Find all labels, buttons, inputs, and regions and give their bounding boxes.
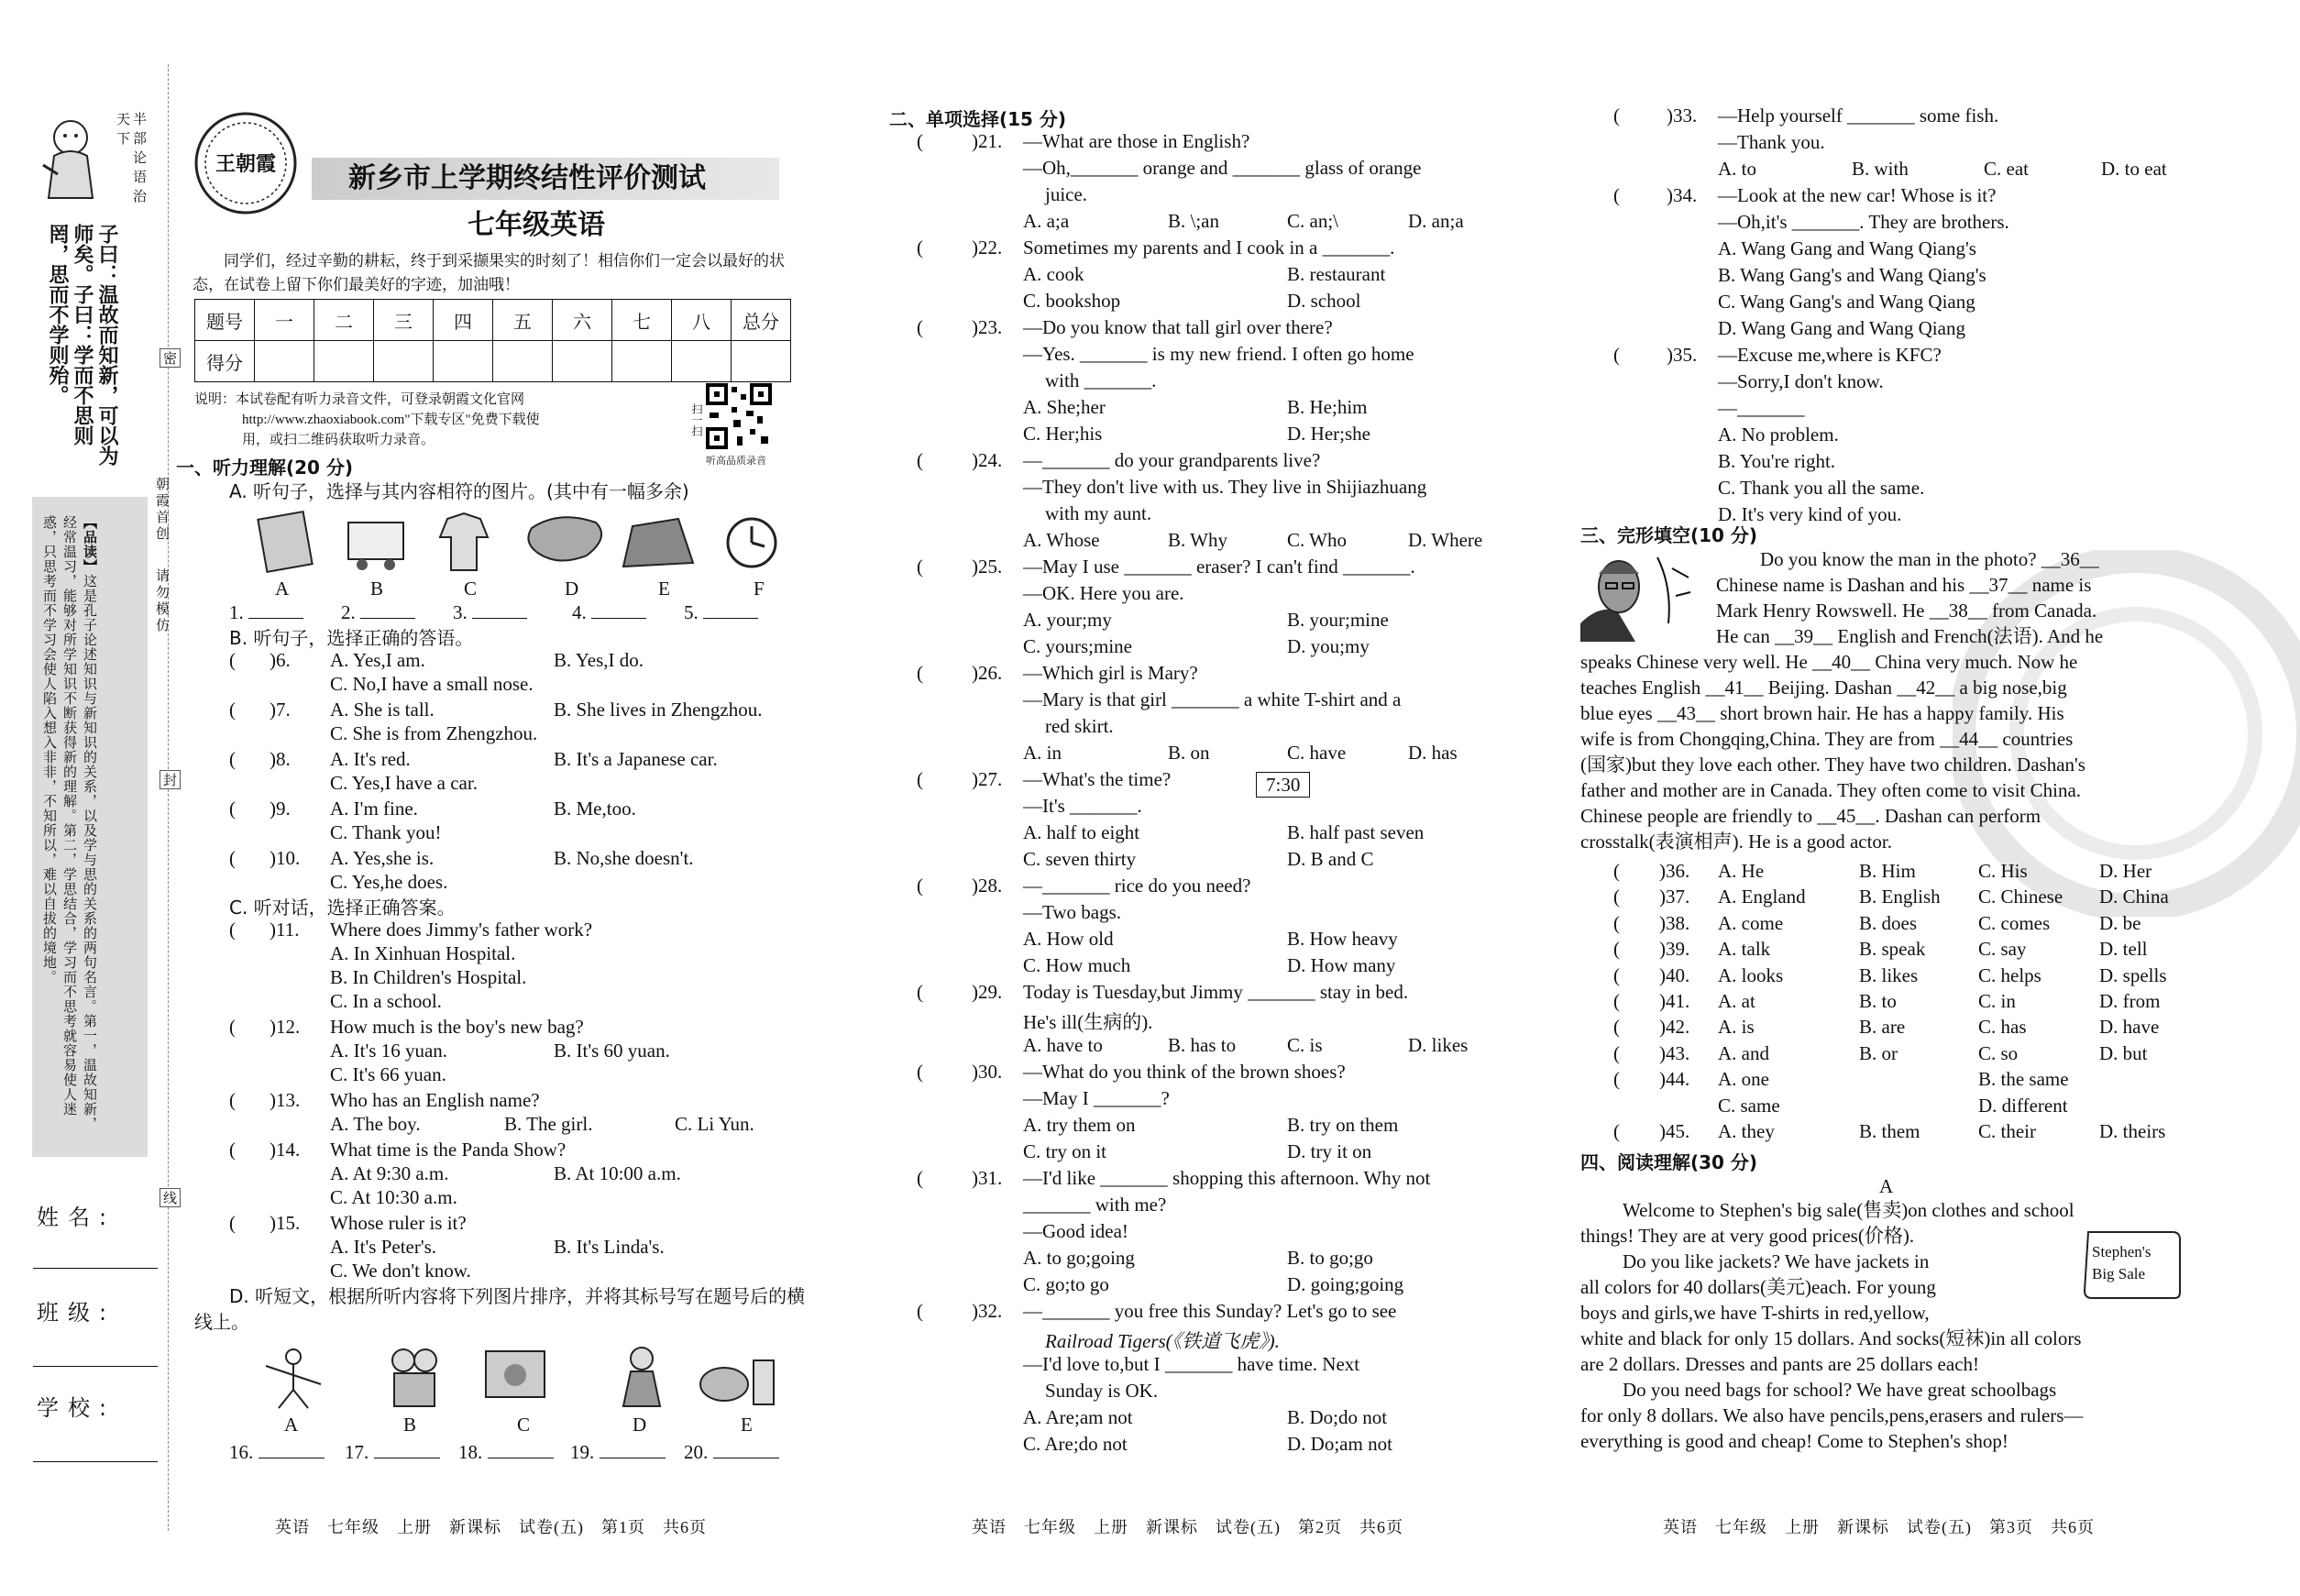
q11-c: C. In a school.	[330, 990, 442, 1012]
note-line-1: 说明：本试卷配有听力录音文件，可登录朝霞文化官网	[194, 392, 525, 407]
question-q31[interactable]: ( )31. —I'd like _______ shopping this afternoon. Why not _______ with me? —Good idea! A. to go;going B. to go;go C. go;to go D. going;going	[917, 1167, 1431, 1295]
part1-a-pictures	[248, 510, 798, 576]
question-q42[interactable]: ( )42. A. is B. are C. has D. have	[1613, 1016, 2160, 1039]
brand-vertical: 朝霞首创	[154, 477, 171, 543]
page3-column-top	[1613, 105, 2218, 530]
clock-box: 7:30	[1256, 772, 1310, 798]
cut-label-3: 线	[160, 1188, 181, 1207]
question-q7[interactable]: ( )7. A. She is tall. B. She lives in Zhengzhou. C. She is from Zhengzhou.	[229, 699, 763, 744]
cloze-options	[1613, 860, 2200, 1146]
page-subtitle: 七年级英语	[468, 209, 605, 241]
question-q13[interactable]: ( )13. Who has an English name? A. The boy. B. The girl. C. Li Yun.	[229, 1089, 754, 1135]
question-q29[interactable]: ( )29. Today is Tuesday,but Jimmy _______ stay in bed. He's ill(生病的). A. have to B. has to C. is D. likes	[917, 981, 1469, 1056]
page-title: 新乡市上学期终结性评价测试	[348, 162, 706, 194]
answer-blank-17[interactable]: 17.	[345, 1439, 440, 1465]
answer-blank-4[interactable]: 4.	[572, 600, 646, 625]
listening-picture-row-icon	[238, 1338, 788, 1412]
answer-blank-5[interactable]: 5.	[684, 600, 758, 625]
answer-blank-18[interactable]: 18.	[458, 1439, 554, 1465]
answer-blank-3[interactable]: 3.	[453, 600, 527, 625]
cut-line	[168, 64, 169, 1531]
score-header-row: 题号 一 二 三 四 五 六 七 八 总分	[195, 300, 791, 341]
question-q37[interactable]: ( )37. A. England B. English C. Chinese D. China	[1613, 886, 2169, 908]
school-line[interactable]	[33, 1461, 158, 1462]
answer-blank-1[interactable]: 1.	[229, 600, 303, 625]
footer-page1: 英语 七年级 上册 新课标 试卷(五) 第1页 共6页	[275, 1518, 707, 1536]
school-label: 学校:	[37, 1395, 116, 1421]
question-q14[interactable]: ( )14. What time is the Panda Show? A. At 9:30 a.m. B. At 10:00 a.m. C. At 10:30 a.m.	[229, 1139, 681, 1208]
score-value-row: 得分	[195, 341, 791, 382]
part2-title: 二、单项选择(15 分)	[889, 108, 1067, 130]
question-q33[interactable]: ( )33. —Help yourself _______ some fish. —Thank you. A. to B. with C. eat D. to eat	[1613, 105, 2167, 180]
part4-title: 四、阅读理解(30 分)	[1580, 1151, 1758, 1173]
part1-d-letter: E	[741, 1414, 753, 1436]
question-q41[interactable]: ( )41. A. at B. to C. in D. from	[1613, 989, 2161, 1012]
question-q21[interactable]: ( )21. —What are those in English? —Oh,_______ orange and _______ glass of orange juice. A. a;a B. \;an C. an;\ D. an;a	[917, 130, 1464, 232]
footer-page3: 英语 七年级 上册 新课标 试卷(五) 第3页 共6页	[1663, 1518, 2095, 1536]
question-q30[interactable]: ( )30. —What do you think of the brown shoes? —May I _______? A. try them on B. try on them C. try on it D. try it on	[917, 1061, 1399, 1162]
sidebar	[32, 108, 149, 1161]
part1-d-letter: A	[284, 1414, 299, 1436]
question-q9[interactable]: ( )9. A. I'm fine. B. Me,too. C. Thank you!	[229, 798, 636, 843]
question-q36[interactable]: ( )36. A. He B. Him C. His D. Her	[1613, 860, 2152, 882]
name-label: 姓名:	[37, 1205, 116, 1230]
question-q38[interactable]: ( )38. A. come B. does C. comes D. be	[1613, 911, 2141, 934]
answer-blank-2[interactable]: 2.	[341, 600, 415, 625]
part1-d-pictures	[238, 1338, 788, 1412]
cloze-passage: Do you know the man in the photo? __36__ Chinese name is Dashan and his __37__ name is Mark Henry Rowswell. He __38__ from Canada. He can __39__ English and French(法语). And he speaks Chinese very well. He __40__ China very much. Now he teaches English __41__ Beijing. Dashan __42__ a big nose,big blue eyes __43__ short brown hair. He has a happy family. His wife is from Chongqing,China. They are from __44__ countries (国家)but they love each other. They have two children. Dashan's father and mother are in Canada. They often come to visit China. Chinese people are friendly to __45__. Dashan can perform crosstalk(表演相声). He is a good actor.	[1580, 548, 2104, 853]
question-q12[interactable]: ( )12. How much is the boy's new bag? A. It's 16 yuan. B. It's 60 yuan. C. It's 66 yuan.	[229, 1016, 670, 1085]
q6-10-block	[229, 649, 816, 897]
part1-d-letter: D	[633, 1414, 647, 1436]
intro-text: 同学们，经过辛勤的耕耘，终于到采撷果实的时刻了！相信你们一定会以最好的状态，在试卷上留下你们最美好的字迹，加油哦！	[193, 252, 785, 293]
question-q11[interactable]: ( )11. Where does Jimmy's father work? A. In Xinhuan Hospital. B. In Children's Hospital.	[229, 919, 593, 988]
part1-a-letter: B	[370, 578, 384, 600]
picture-row-icon	[248, 510, 798, 576]
cut-label-2: 封	[160, 770, 181, 789]
sidebar-strip-text: 半部论语治天下	[115, 112, 148, 208]
footer-page2: 英语 七年级 上册 新课标 试卷(五) 第2页 共6页	[972, 1518, 1403, 1536]
part1-c-title: C. 听对话，选择正确答案。	[229, 897, 456, 919]
name-line[interactable]	[33, 1268, 158, 1269]
question-q24[interactable]: ( )24. —_______ do your grandparents live? —They don't live with us. They live in Shijiazhuang with my aunt. A. Whose B. Why C. Who D. Where	[917, 449, 1483, 551]
answer-blank-16[interactable]: 16.	[229, 1439, 325, 1465]
score-table	[194, 299, 791, 382]
qr-side-label: 扫一扫	[690, 403, 703, 436]
question-q40[interactable]: ( )40. A. looks B. likes C. helps D. spells	[1613, 963, 2167, 986]
note-line-3: 用，或扫二维码获取听力录音。	[242, 433, 435, 447]
class-line[interactable]	[33, 1366, 158, 1367]
sale-sign-text: Stephen's Big Sale	[2092, 1243, 2151, 1282]
sidebar-quote: 子曰：温故而知新，可以为师矣。子曰：学而不思则罔，思而不学则殆。	[46, 224, 118, 466]
sidebar-figure	[34, 110, 113, 202]
qr-code-icon[interactable]	[706, 383, 772, 449]
comment-text: 这是孔子论述知识与新知识的关系，以及学与思的关系的两句名言。第一，温故知新，经常温习，能够对所学知识不断获得新的理解。第二，学思结合，学习而不思考就容易使人迷惑，只思考而不学习会使人陷入想入非非，不知所以，难以自拔的境地。	[41, 515, 98, 1131]
question-q15[interactable]: ( )15. Whose ruler is it? A. It's Peter's. B. It's Linda's. C. We don't know.	[229, 1212, 665, 1282]
notice-vertical: 请勿模仿	[154, 568, 171, 634]
qr-caption: 听高品质录音	[706, 456, 766, 467]
reading-passage-a: Welcome to Stephen's big sale(售卖)on clothes and school things! They are at very good prices(价格). Do you like jackets? We have jackets in all colors for 40 dollars(美元)each. For young boys and girls,we have T-shirts in red,yellow, white and black for only 15 dollars. And socks(短袜)in all colors are 2 dollars. Dresses and pants are 25 dollars each! Do you need bags for school? We have great schoolbags for only 8 dollars. We also have pencils,pens,erasers and rulers— everything is good and cheap! Come to Stephen's shop!	[1580, 1199, 2084, 1452]
part1-a-letter: D	[565, 578, 579, 600]
page2-column	[917, 130, 1503, 1459]
part1-a-letter: F	[754, 578, 765, 600]
part1-a-letter: E	[658, 578, 670, 600]
question-q39[interactable]: ( )39. A. talk B. speak C. say D. tell	[1613, 938, 2148, 961]
part1-d-title: D. 听短文，根据所听内容将下列图片排序，并将其标号写在题号后的横线上。	[194, 1285, 806, 1333]
question-q10[interactable]: ( )10. A. Yes,she is. B. No,she doesn't. C. Yes,he does.	[229, 847, 694, 893]
question-q44[interactable]: ( )44. A. one B. the same C. same D. different	[1613, 1068, 2069, 1117]
question-q43[interactable]: ( )43. A. and B. or C. so D. but	[1613, 1041, 2148, 1064]
question-q28[interactable]: ( )28. —_______ rice do you need? —Two bags. A. How old B. How heavy C. How much D. How many	[917, 875, 1398, 976]
question-q23[interactable]: ( )23. —Do you know that tall girl over there? —Yes. _______ is my new friend. I often go home with _______. A. She;her B. He;him C. Her;his D. Her;she	[917, 316, 1414, 445]
question-q34[interactable]: ( )34. —Look at the new car! Whose is it? —Oh,it's _______. They are brothers. A. Wang Gang and Wang Qiang's B. Wang Gang's and Wang Qiang's C. Wang Gang's and Wang Qiang D. Wang Gang and Wang Qiang	[1613, 184, 2009, 339]
class-label: 班级:	[37, 1300, 116, 1326]
part1-b-title: B. 听句子，选择正确的答语。	[229, 627, 474, 649]
part4-passage-letter: A	[1879, 1175, 1894, 1197]
question-q25[interactable]: ( )25. —May I use _______ eraser? I can't find _______. —OK. Here you are. A. your;my B. your;mine C. yours;mine D. you;my	[917, 556, 1415, 657]
question-q8[interactable]: ( )8. A. It's red. B. It's a Japanese car. C. Yes,I have a car.	[229, 748, 718, 794]
part3-title: 三、完形填空(10 分)	[1580, 524, 1758, 546]
answer-blank-20[interactable]: 20.	[684, 1439, 779, 1465]
question-q26[interactable]: ( )26. —Which girl is Mary? —Mary is that girl _______ a white T-shirt and a red skirt. A. in B. on C. have D. has	[917, 662, 1458, 764]
question-q32[interactable]: ( )32. —_______ you free this Sunday? Let's go to see Railroad Tigers(《铁道飞虎》). —I'd love to,but I _______ have time. Next Sunday is OK. A. Are;am not B. Do;do not C. Are;do not D. Do;am not	[917, 1300, 1397, 1455]
answer-blank-19[interactable]: 19.	[570, 1439, 666, 1465]
question-q6[interactable]: ( )6. A. Yes,I am. B. Yes,I do. C. No,I have a small nose.	[229, 649, 644, 695]
question-q22[interactable]: ( )22. Sometimes my parents and I cook in a _______. A. cook B. restaurant C. bookshop D. school	[917, 237, 1395, 312]
part1-d-letter: B	[403, 1414, 417, 1436]
question-q27[interactable]: ( )27. —What's the time? 7:30 —It's _______. A. half to eight B. half past seven C. seven thirty D. B and C	[917, 768, 1425, 870]
cut-label-1: 密	[160, 348, 181, 368]
question-q35[interactable]: ( )35. —Excuse me,where is KFC? —Sorry,I don't know. —_______ A. No problem. B. You're right. C. Thank you all the same. D. It's very kind of you.	[1613, 344, 1942, 525]
part1-a-letter: A	[275, 578, 290, 600]
part1-d-letter: C	[517, 1414, 531, 1436]
question-q45[interactable]: ( )45. A. they B. them C. their D. theirs	[1613, 1119, 2166, 1142]
part1-a-letter: C	[464, 578, 478, 600]
logo-text: 王朝霞	[215, 152, 276, 176]
comment-label: 【品读】	[82, 515, 98, 574]
part1-title: 一、听力理解(20 分)	[176, 457, 354, 479]
part1-a-title: A. 听句子，选择与其内容相符的图片。(其中有一幅多余)	[229, 480, 689, 502]
note-line-2: http://www.zhaoxiabook.com"下载专区"免费下载使	[242, 413, 540, 427]
logo	[193, 110, 299, 216]
sidebar-comment-box	[32, 497, 148, 1157]
